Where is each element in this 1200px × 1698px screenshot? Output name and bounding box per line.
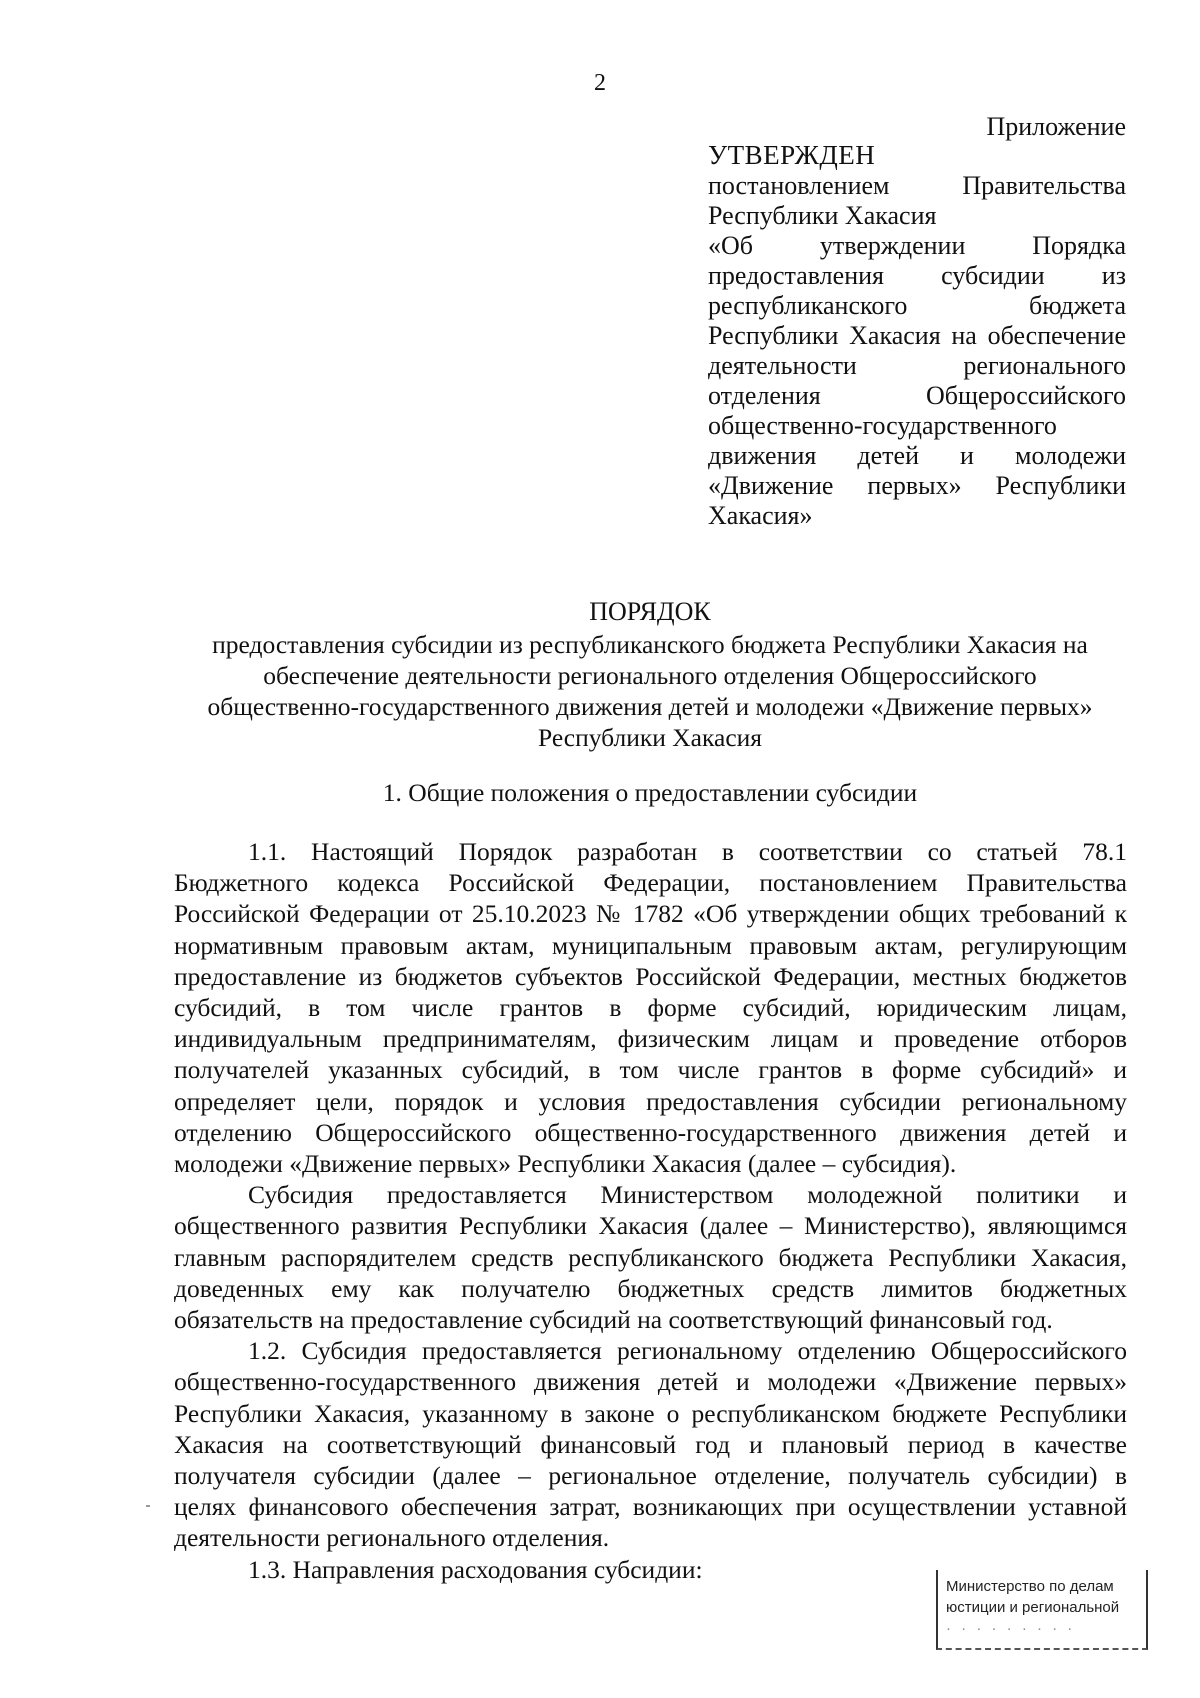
approval-line: деятельности регионального — [708, 351, 1126, 380]
approved-title: УТВЕРЖДЕН — [708, 140, 876, 170]
body-line: деятельности регионального отделения. — [174, 1523, 610, 1553]
body-line: предоставление из бюджетов субъектов Российской Федерации, местных бюджетов — [174, 961, 1127, 991]
body-line: главным распорядителем средств республиканского бюджета Республики Хакасия, — [174, 1242, 1127, 1272]
body-line: Хакасия на соответствующий финансовый год и плановый период в качестве — [174, 1429, 1127, 1459]
approval-line: общественно-государственного — [708, 411, 1057, 440]
body-line: целях финансового обеспечения затрат, возникающих при осуществлении уставной — [174, 1492, 1127, 1522]
approval-line: Республики Хакасия на обеспечение — [708, 321, 1126, 350]
document-title: ПОРЯДОК — [589, 597, 711, 626]
body-line: нормативным правовым актам, муниципальным правовым актам, регулирующим — [174, 930, 1127, 960]
approval-block — [708, 140, 1126, 531]
approval-line: движения детей и молодежи — [708, 441, 1126, 470]
body-line: общественного развития Республики Хакасия (далее – Министерство), являющимся — [174, 1211, 1127, 1241]
stamp-line: юстиции и региональной — [946, 1599, 1120, 1616]
body-line: молодежи «Движение первых» Республики Хакасия (далее – субсидия). — [174, 1149, 957, 1179]
approval-line: «Движение первых» Республики — [708, 471, 1126, 500]
page-number: 2 — [594, 70, 606, 96]
body-text — [174, 836, 1127, 1585]
approval-line: отделения Общероссийского — [708, 381, 1126, 410]
body-line: субсидий, в том числе грантов в форме субсидий, юридическим лицам, — [174, 993, 1127, 1023]
body-line: получателя субсидии (далее – региональное отделение, получатель субсидии) в — [174, 1461, 1127, 1491]
approval-line: «Об утверждении Порядка — [708, 231, 1126, 260]
body-line: Субсидия предоставляется Министерством молодежной политики и — [248, 1180, 1127, 1210]
stamp-faded-line: · · · · · · · · · — [946, 1620, 1076, 1637]
approval-line: предоставления субсидии из — [708, 261, 1126, 290]
section-heading: 1. Общие положения о предоставлении субсидии — [382, 778, 918, 807]
body-line: 1.3. Направления расходования субсидии: — [248, 1554, 703, 1584]
approval-line: постановлением Правительства — [708, 171, 1126, 200]
approval-line: Республики Хакасия — [708, 201, 937, 230]
stamp-line: Министерство по делам — [946, 1578, 1114, 1595]
appendix-label: Приложение — [986, 112, 1126, 141]
registration-stamp — [936, 1570, 1148, 1650]
document-subtitle-line: предоставления субсидии из республиканского бюджета Республики Хакасия на — [212, 630, 1088, 659]
body-line: определяет цели, порядок и условия предоставления субсидии региональному — [174, 1086, 1127, 1116]
body-line: Бюджетного кодекса Российской Федерации, постановлением Правительства — [174, 868, 1127, 898]
body-line: получателей указанных субсидий, в том числе грантов в форме субсидий» и — [174, 1055, 1127, 1085]
body-line: Российской Федерации от 25.10.2023 № 1782 «Об утверждении общих требований к — [174, 899, 1127, 929]
body-line: доведенных ему как получателю бюджетных средств лимитов бюджетных — [174, 1273, 1127, 1303]
body-line: Республики Хакасия, указанному в законе о республиканском бюджете Республики — [174, 1398, 1127, 1428]
body-line: индивидуальным предпринимателям, физическим лицам и проведение отборов — [174, 1024, 1127, 1054]
body-line: общественно-государственного движения детей и молодежи «Движение первых» — [174, 1367, 1127, 1397]
approval-line: Хакасия» — [708, 501, 813, 530]
document-subtitle-line: обеспечение деятельности регионального отделения Общероссийского — [263, 661, 1037, 690]
body-line: 1.1. Настоящий Порядок разработан в соответствии со статьей 78.1 — [248, 837, 1127, 866]
scan-mark — [146, 1505, 150, 1507]
approval-line: республиканского бюджета — [708, 291, 1126, 320]
document-subtitle-line: общественно-государственного движения детей и молодежи «Движение первых» — [207, 692, 1093, 721]
document-subtitle-line: Республики Хакасия — [537, 723, 763, 752]
document-title-block — [170, 596, 1130, 753]
body-line: 1.2. Субсидия предоставляется региональному отделению Общероссийского — [248, 1336, 1127, 1366]
body-line: отделению Общероссийского общественно-государственного движения детей и — [174, 1117, 1127, 1147]
body-line: обязательств на предоставление субсидий на соответствующий финансовый год. — [174, 1305, 1053, 1335]
